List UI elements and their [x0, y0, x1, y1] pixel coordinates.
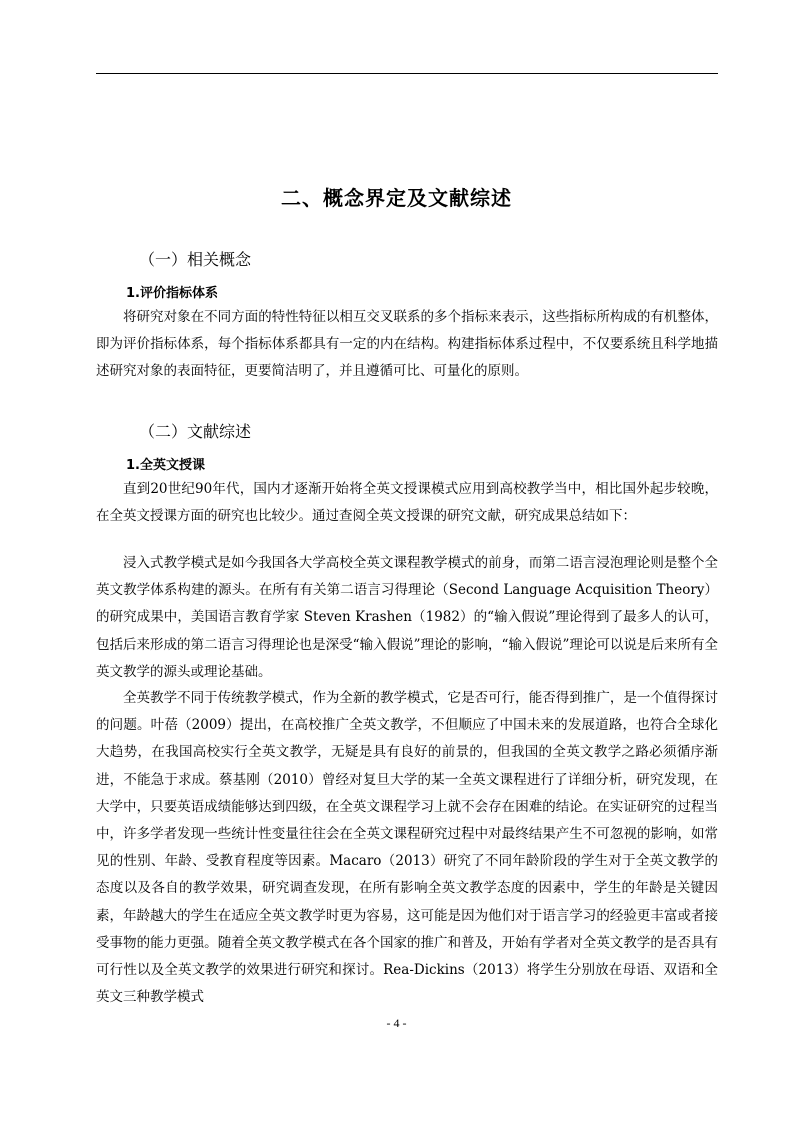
paragraph: 全英教学不同于传统教学模式，作为全新的教学模式，它是否可行，能否得到推广，是一个值得探讨的问题。叶蓓（2009）提出，在高校推广全英文教学，不但顺应了中国未来的发展道路，也符合全球化大趋势，在我国高校实行全英文教学，无疑是具有良好的前景的，但我国的全英文教学之路必须循序渐进，不能急于求成。蔡基刚（2010）曾经对复旦大学的某一全英文课程进行了详细分析，研究发现，在大学中，只要英语成绩能够达到四级，在全英文课程学习上就不会存在困难的结论。在实证研究的过程当中，许多学者发现一些统计性变量往往会在全英文课程研究过程中对最终结果产生不可忽视的影响，如常见的性别、年龄、受教育程度等因素。Macaro（2013）研究了不同年龄阶段的学生对于全英文教学的态度以及各自的教学效果，研究调查发现，在所有影响全英文教学态度的因素中，学生的年龄是关键因素，年龄越大的学生在适应全英文教学时更为容易，这可能是因为他们对于语言学习的经验更丰富或者接受事物的能力更强。随着全英文教学模式在各个国家的推广和普及，开始有学者对全英文教学的是否具有可行性以及全英文教学的效果进行研究和探讨。Rea-Dickins（2013）将学生分别放在母语、双语和全英文三种教学模式	[96, 690, 718, 1006]
header-rule	[96, 73, 718, 74]
paragraph: 直到20世纪90年代，国内才逐渐开始将全英文授课模式应用到高校教学当中，相比国外起步较晚，在全英文授课方面的研究也比较少。通过查阅全英文授课的研究文献，研究成果总结如下：	[96, 481, 718, 525]
paragraph: 将研究对象在不同方面的特性特征以相互交叉联系的多个指标来表示，这些指标所构成的有机整体，即为评价指标体系，每个指标体系都具有一定的内在结构。构建指标体系过程中，不仅要系统且科学地描述研究对象的表面特征，更要简洁明了，并且遵循可比、可量化的原则。	[96, 309, 718, 380]
paragraph: 浸入式教学模式是如今我国各大学高校全英文课程教学模式的前身，而第二语言浸泡理论则是整个全英文教学体系构建的源头。在所有有关第二语言习得理论（Second Language Acquisition Theory）的研究成果中，美国语言教育学家 Steven Krashen（1982）的“输入假说”理论得到了最多人的认可，包括后来形成的第二语言习得理论也是深受“输入假说”理论的影响，“输入假说”理论可以说是后来所有全英文教学的源头或理论基础。	[96, 555, 718, 680]
section-title-concepts: （一）相关概念	[139, 250, 252, 269]
subsection-title-english-teaching: 1.全英文授课	[126, 458, 205, 473]
subsection-title-evaluation-index: 1.评价指标体系	[126, 286, 218, 301]
page-number: - 4 -	[386, 1016, 407, 1030]
section-title-literature-review: （二）文献综述	[139, 422, 252, 441]
chapter-title: 二、概念界定及文献综述	[281, 186, 512, 210]
